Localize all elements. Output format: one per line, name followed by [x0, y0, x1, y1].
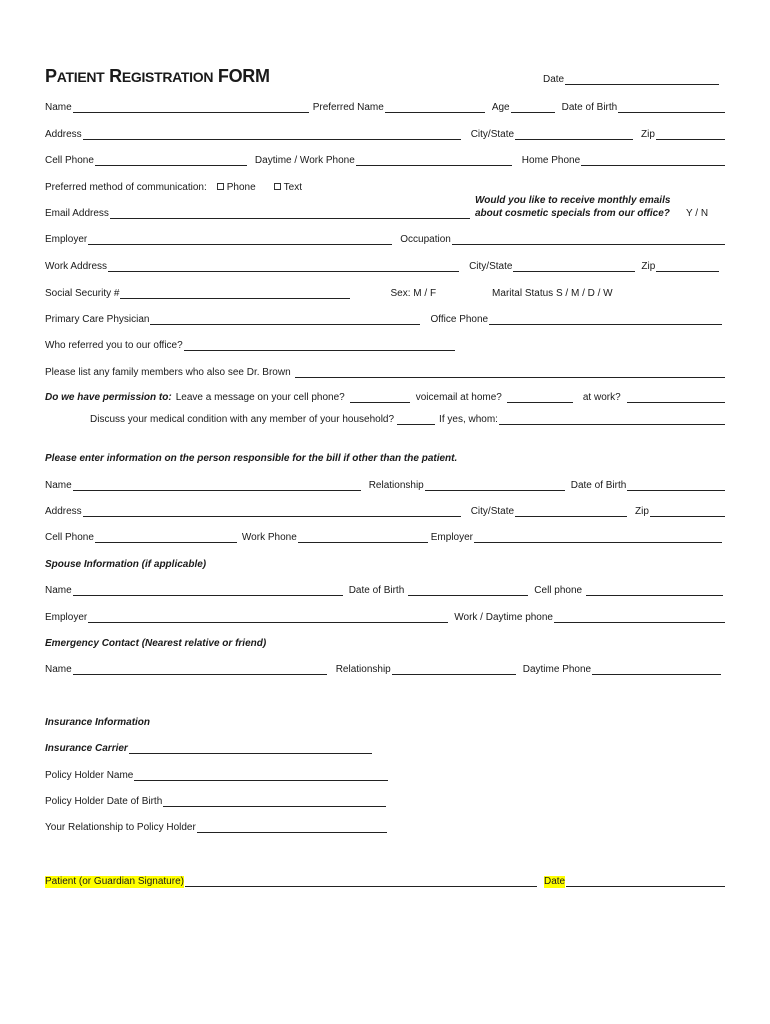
responsible-cell-field[interactable]	[95, 532, 237, 543]
ssn-row: Social Security # Sex: M / F Marital Status S / M / D / W	[45, 288, 613, 299]
spouse-cell-field[interactable]	[586, 585, 723, 596]
email-field[interactable]	[110, 208, 470, 219]
emergency-relationship-field[interactable]	[392, 664, 516, 675]
policy-holder-dob-field[interactable]	[163, 796, 386, 807]
form-title: PATIENT REGISTRATION FORM	[45, 66, 270, 86]
patient-address-row: Address City/State Zip	[45, 129, 725, 141]
spouse-heading: Spouse Information (if applicable)	[45, 559, 207, 570]
referred-row: Who referred you to our office?	[45, 340, 455, 352]
responsible-name-field[interactable]	[73, 480, 361, 491]
work-zip-field[interactable]	[656, 261, 719, 272]
responsible-address-row: Address City/State Zip	[45, 506, 725, 518]
signature-date-label: Date	[543, 876, 566, 887]
policy-relationship-row: Your Relationship to Policy Holder	[45, 822, 387, 834]
policy-holder-field[interactable]	[134, 770, 388, 781]
pcp-field[interactable]	[150, 314, 420, 325]
whom-field[interactable]	[499, 414, 725, 425]
patient-city-field[interactable]	[515, 129, 633, 140]
insurance-heading: Insurance Information	[45, 717, 151, 728]
work-address-field[interactable]	[108, 261, 459, 272]
pcp-row: Primary Care Physician Office Phone	[45, 314, 725, 326]
age-field[interactable]	[511, 102, 555, 113]
patient-cell-field[interactable]	[95, 155, 247, 166]
responsible-phones-row: Cell Phone Work Phone Employer	[45, 532, 725, 544]
signature-label: Patient (or Guardian Signature)	[45, 876, 184, 887]
emergency-phone-field[interactable]	[592, 664, 721, 675]
voicemail-permission-field[interactable]	[507, 392, 573, 403]
marital-choice[interactable]: Marital Status S / M / D / W	[492, 288, 613, 299]
work-city-field[interactable]	[513, 261, 635, 272]
checkbox-icon[interactable]	[274, 183, 281, 190]
insurance-carrier-row: Insurance Carrier	[45, 743, 372, 755]
occupation-field[interactable]	[452, 234, 725, 245]
date-row: Date	[543, 74, 719, 86]
patient-home-phone-field[interactable]	[581, 155, 725, 166]
signature-date-field[interactable]	[566, 876, 725, 887]
patient-address-field[interactable]	[83, 129, 461, 140]
spouse-employer-row: Employer Work / Daytime phone	[45, 612, 725, 624]
insurance-carrier-field[interactable]	[129, 743, 372, 754]
policy-holder-dob-row: Policy Holder Date of Birth	[45, 796, 386, 808]
work-address-row: Work Address City/State Zip	[45, 261, 725, 273]
phone-option[interactable]: Phone	[217, 182, 256, 194]
responsible-zip-field[interactable]	[650, 506, 725, 517]
signature-row	[45, 876, 725, 888]
referred-field[interactable]	[184, 340, 455, 351]
permission-row: Do we have permission to: Leave a message on your cell phone? voicemail at home? at work?	[45, 392, 725, 404]
patient-phones-row: Cell Phone Daytime / Work Phone Home Phone	[45, 155, 725, 167]
responsible-city-field[interactable]	[515, 506, 627, 517]
email-specials-question: Would you like to receive monthly emails about cosmetic specials from our office?	[475, 195, 671, 219]
checkbox-icon[interactable]	[217, 183, 224, 190]
patient-work-phone-field[interactable]	[356, 155, 512, 166]
responsible-heading: Please enter information on the person responsible for the bill if other than the patient.	[45, 453, 458, 464]
patient-name-row: Name Preferred Name Age Date of Birth	[45, 102, 725, 114]
emergency-row: Name Relationship Daytime Phone	[45, 664, 725, 676]
signature-field[interactable]	[185, 876, 537, 887]
responsible-address-field[interactable]	[83, 506, 461, 517]
ssn-field[interactable]	[120, 288, 350, 299]
family-field[interactable]	[295, 367, 725, 378]
spouse-name-field[interactable]	[73, 585, 343, 596]
spouse-name-row: Name Date of Birth Cell phone	[45, 585, 725, 597]
responsible-name-row: Name Relationship Date of Birth	[45, 480, 725, 492]
patient-name-field[interactable]	[73, 102, 309, 113]
emergency-heading: Emergency Contact (Nearest relative or friend)	[45, 638, 267, 649]
family-row: Please list any family members who also see Dr. Brown	[45, 367, 725, 379]
patient-zip-field[interactable]	[656, 129, 725, 140]
responsible-employer-field[interactable]	[474, 532, 722, 543]
preferred-name-field[interactable]	[385, 102, 485, 113]
email-yn[interactable]: Y / N	[686, 208, 709, 219]
spouse-work-phone-field[interactable]	[554, 612, 725, 623]
sex-choice[interactable]: Sex: M / F	[390, 288, 437, 299]
work-permission-field[interactable]	[627, 392, 725, 403]
policy-holder-row: Policy Holder Name	[45, 770, 388, 782]
text-option[interactable]: Text	[274, 182, 302, 194]
emergency-name-field[interactable]	[73, 664, 327, 675]
policy-relationship-field[interactable]	[197, 822, 387, 833]
office-phone-field[interactable]	[489, 314, 722, 325]
email-row: Email Address	[45, 208, 470, 220]
responsible-relationship-field[interactable]	[425, 480, 565, 491]
patient-dob-field[interactable]	[618, 102, 725, 113]
discuss-field[interactable]	[397, 414, 435, 425]
responsible-dob-field[interactable]	[627, 480, 725, 491]
discuss-row: Discuss your medical condition with any member of your household? If yes, whom:	[90, 414, 725, 426]
spouse-employer-field[interactable]	[88, 612, 448, 623]
employer-row: Employer Occupation	[45, 234, 725, 246]
date-field[interactable]	[565, 74, 719, 85]
communication-row: Preferred method of communication: Phone Text	[45, 182, 303, 193]
spouse-dob-field[interactable]	[408, 585, 528, 596]
cell-permission-field[interactable]	[350, 392, 410, 403]
responsible-work-phone-field[interactable]	[298, 532, 428, 543]
employer-field[interactable]	[88, 234, 392, 245]
